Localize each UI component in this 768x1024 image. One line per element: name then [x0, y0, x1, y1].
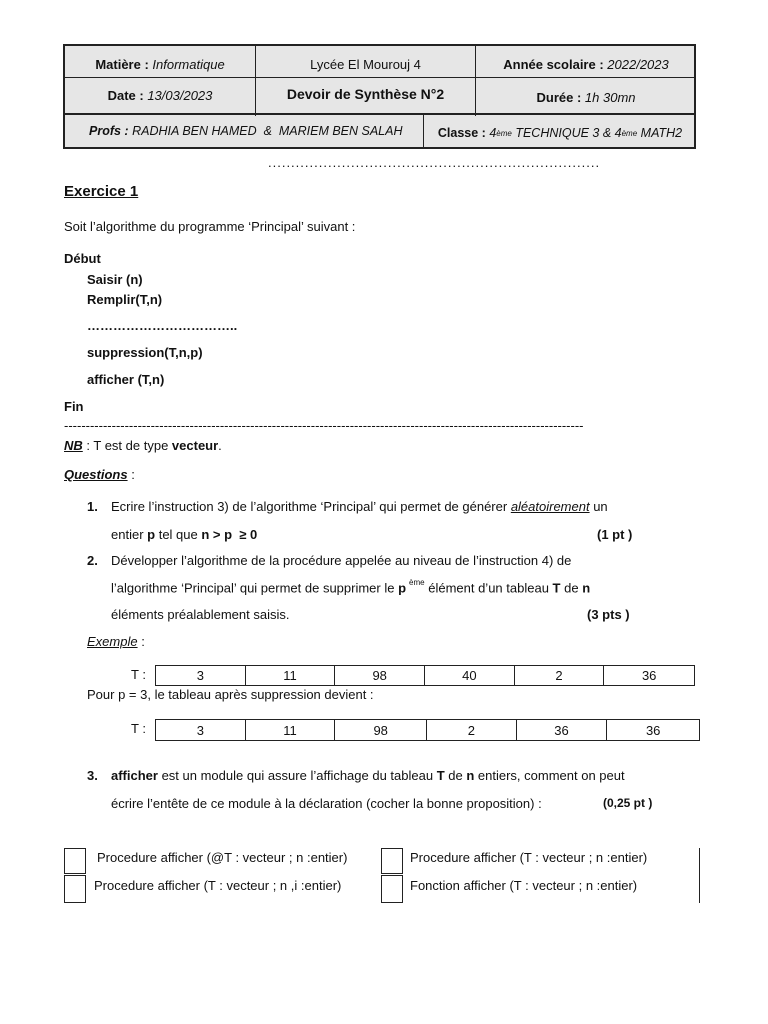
subject-label: Matière :: [95, 56, 149, 72]
option-label-3: Procedure afficher (T : vecteur ; n ,i :entier): [94, 878, 342, 893]
q2-number: 2.: [87, 553, 98, 568]
q3-text-1: est un module qui assure l’affichage du tableau: [157, 768, 437, 783]
date-cell: [65, 78, 255, 113]
class-cell: [424, 117, 696, 149]
example-colon: :: [137, 634, 145, 649]
options-right-border: [699, 848, 700, 903]
year-cell: [476, 49, 696, 79]
q2-sup: ème: [409, 578, 425, 587]
q2-text-b: élément d’un tableau: [424, 580, 553, 596]
class-sup1: ème: [496, 128, 512, 138]
after-removal-text: Pour p = 3, le tableau après suppression devient :: [87, 687, 374, 702]
q1-condition: n > p ≥ 0: [201, 527, 258, 542]
array-cell: 98: [335, 720, 427, 740]
q2-T: T: [552, 580, 561, 596]
nb-end: .: [218, 438, 222, 453]
option-label-2: Procedure afficher (T : vecteur ; n :entier): [410, 850, 648, 865]
class-num1: 4: [489, 126, 497, 140]
example-label: Exemple: [87, 634, 138, 649]
q2-line-1: Développer l’algorithme de la procédure appelée au niveau de l’instruction 4) de: [111, 553, 572, 568]
q1-number: 1.: [87, 499, 98, 514]
algo-end: Fin: [64, 399, 84, 414]
class-mid: TECHNIQUE 3 & 4: [515, 126, 622, 140]
date-value: 13/03/2023: [147, 88, 213, 103]
year-label: Année scolaire :: [503, 56, 604, 72]
q3-line-1: [111, 768, 625, 783]
algo-line-5: afficher (T,n): [87, 372, 165, 387]
algo-line-4: suppression(T,n,p): [87, 345, 203, 360]
duration-value: 1h 30mn: [584, 90, 636, 105]
q1-line-1: [111, 499, 608, 514]
q1-random: aléatoirement: [510, 499, 590, 514]
array-before: [155, 665, 695, 686]
array-cell: 36: [517, 720, 608, 740]
exercise-title: Exercice 1: [64, 183, 139, 200]
option-checkbox-4[interactable]: [381, 875, 403, 903]
exam-title-cell: [256, 76, 475, 111]
q2-n: n: [582, 580, 591, 596]
year-value: 2022/2023: [607, 56, 669, 72]
class-end: MATH2: [640, 126, 683, 140]
q3-line-2: écrire l’entête de ce module à la déclaration (cocher la bonne proposition) :: [111, 796, 542, 811]
array-before-label: T :: [131, 667, 146, 682]
algo-begin: Début: [64, 251, 101, 266]
algo-line-1: Saisir (n): [87, 272, 143, 287]
option-checkbox-2[interactable]: [381, 848, 403, 874]
q2-p: p: [398, 580, 407, 596]
option-checkbox-1[interactable]: [64, 848, 86, 874]
q1-tel: tel que: [155, 527, 202, 542]
class-sup2: ème: [621, 128, 638, 138]
teachers-value: RADHIA BEN HAMED & MARIEM BEN SALAH: [132, 124, 403, 138]
q3-text-3: entiers, comment on peut: [474, 768, 625, 783]
school-name: Lycée El Mourouj 4: [310, 56, 421, 72]
option-label-4: Fonction afficher (T : vecteur ; n :entier): [410, 878, 638, 893]
q1-line-2: [111, 527, 257, 542]
q3-points: (0,25 pt ): [603, 796, 653, 810]
array-cell: 3: [156, 720, 246, 740]
q3-T: T: [436, 768, 445, 783]
array-after-label: T :: [131, 721, 146, 736]
q3-number: 3.: [87, 768, 98, 783]
exercise-intro: Soit l’algorithme du programme ‘Principal’ suivant :: [64, 219, 356, 234]
teachers-label: Profs :: [89, 124, 129, 138]
subject-cell: [65, 49, 255, 79]
exam-title: Devoir de Synthèse N°2: [286, 85, 445, 102]
q1-points: (1 pt ): [597, 527, 633, 542]
q1-p: p: [147, 527, 156, 542]
option-label-1: Procedure afficher (@T : vecteur ; n :entier): [97, 850, 348, 865]
q1-text: Ecrire l’instruction 3) de l’algorithme ‘Principal’ qui permet de générer: [111, 499, 511, 514]
q1-text-end: un: [589, 499, 608, 514]
q2-text-c: de: [560, 580, 583, 596]
header-table: [63, 44, 696, 149]
array-cell: 11: [246, 666, 336, 685]
array-cell: 2: [515, 666, 605, 685]
q2-line-3: éléments préalablement saisis.: [111, 607, 290, 622]
nb-label: NB: [64, 438, 83, 453]
array-cell: 36: [645, 722, 661, 738]
questions-heading: [64, 467, 135, 482]
subject-value: Informatique: [152, 56, 225, 72]
nb-type: vecteur: [171, 438, 219, 453]
school-cell: [256, 49, 475, 79]
name-line: ........................................................................: [268, 155, 601, 170]
date-label: Date :: [107, 88, 144, 103]
q2-line-2: [111, 580, 590, 595]
array-cell: 98: [335, 666, 425, 685]
q2-points: (3 pts ): [587, 607, 630, 622]
array-cell: 2: [427, 720, 517, 740]
option-checkbox-3[interactable]: [64, 875, 86, 903]
q1-entier: entier: [111, 527, 148, 542]
q2-text-a: l’algorithme ‘Principal’ qui permet de supprimer le: [111, 580, 399, 596]
teachers-cell: [65, 115, 423, 147]
duration-label: Durée :: [536, 90, 582, 105]
algo-line-3: ……………………………..: [87, 318, 238, 333]
nb-note: [64, 438, 222, 453]
q3-module: afficher: [111, 768, 158, 783]
dash-separator: ------------------------------------------------------------------------------------------------------------------------: [64, 418, 584, 433]
array-cell: 11: [246, 720, 336, 740]
questions-colon: :: [127, 467, 135, 482]
array-cell: 3: [156, 666, 246, 685]
q3-text-2: de: [444, 768, 467, 783]
example-heading: [87, 634, 145, 649]
array-cell: 40: [425, 666, 515, 685]
nb-text: : T est de type: [82, 438, 172, 453]
class-label: Classe :: [437, 126, 486, 140]
duration-cell: [476, 80, 696, 115]
algo-line-2: Remplir(T,n): [87, 292, 163, 307]
array-cell: 36: [641, 668, 657, 683]
q3-n: n: [466, 768, 475, 783]
questions-label: Questions: [64, 467, 128, 482]
array-after: [155, 719, 700, 741]
